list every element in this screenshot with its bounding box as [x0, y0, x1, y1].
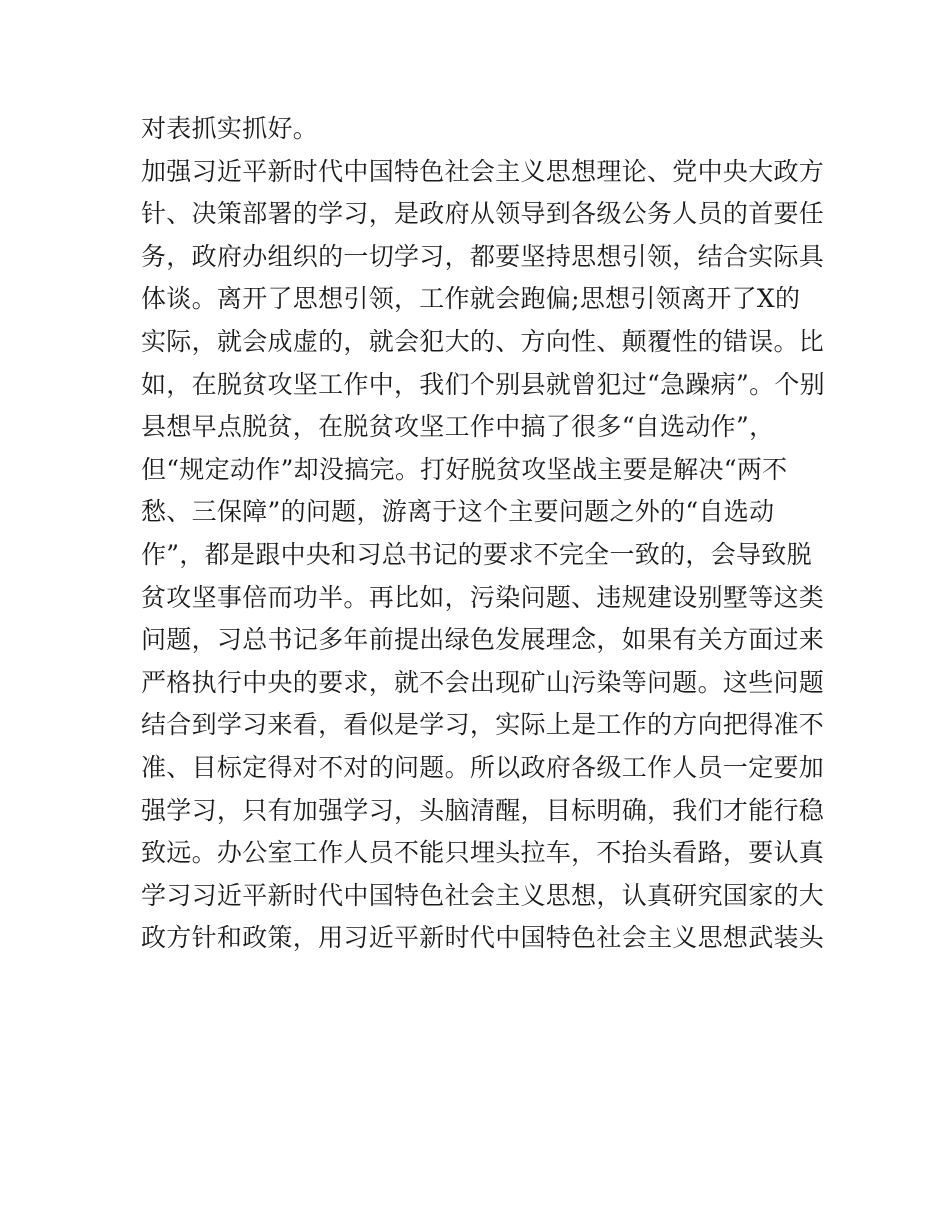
text-line-1: 对表抓实抓好。 — [141, 114, 319, 143]
text-line-6: 实际，就会成虚的，就会犯大的、方向性、颠覆性的错误。比 — [141, 326, 825, 356]
text-line-20: 政方针和政策，用习近平新时代中国特色社会主义思想武装头 — [141, 923, 825, 953]
text-line-18: 致远。办公室工作人员不能只埋头拉车，不抬头看路，要认真 — [141, 838, 825, 868]
text-line-15: 结合到学习来看，看似是学习，实际上是工作的方向把得准不 — [141, 710, 825, 740]
text-line-2: 加强习近平新时代中国特色社会主义思想理论、党中央大政方 — [141, 156, 825, 186]
text-line-10: 愁、三保障”的问题，游离于这个主要问题之外的“自选动 — [141, 497, 775, 527]
text-line-16: 准、目标定得对不对的问题。所以政府各级工作人员一定要加 — [141, 752, 825, 782]
text-line-11: 作”，都是跟中央和习总书记的要求不完全一致的，会导致脱 — [141, 539, 812, 569]
text-line-9: 但“规定动作”却没搞完。打好脱贫攻坚战主要是解决“两不 — [141, 454, 788, 484]
text-line-8: 县想早点脱贫，在脱贫攻坚工作中搞了很多“自选动作”， — [141, 412, 775, 442]
text-line-19: 学习习近平新时代中国特色社会主义思想，认真研究国家的大 — [141, 880, 825, 910]
body-text — [141, 108, 825, 960]
text-line-12: 贫攻坚事倍而功半。再比如，污染问题、违规建设别墅等这类 — [141, 582, 825, 612]
text-line-13: 问题，习总书记多年前提出绿色发展理念，如果有关方面过来 — [141, 625, 825, 655]
text-line-14: 严格执行中央的要求，就不会出现矿山污染等问题。这些问题 — [141, 667, 825, 697]
text-line-5: 体谈。离开了思想引领，工作就会跑偏;思想引领离开了X的 — [141, 284, 801, 314]
text-line-7: 如，在脱贫攻坚工作中，我们个别县就曾犯过“急躁病”。个别 — [141, 369, 825, 399]
text-line-3: 针、决策部署的学习，是政府从领导到各级公务人员的首要任 — [141, 199, 825, 229]
text-line-4: 务，政府办组织的一切学习，都要坚持思想引领，结合实际具 — [141, 241, 825, 271]
text-line-17: 强学习，只有加强学习，头脑清醒，目标明确，我们才能行稳 — [141, 795, 825, 825]
